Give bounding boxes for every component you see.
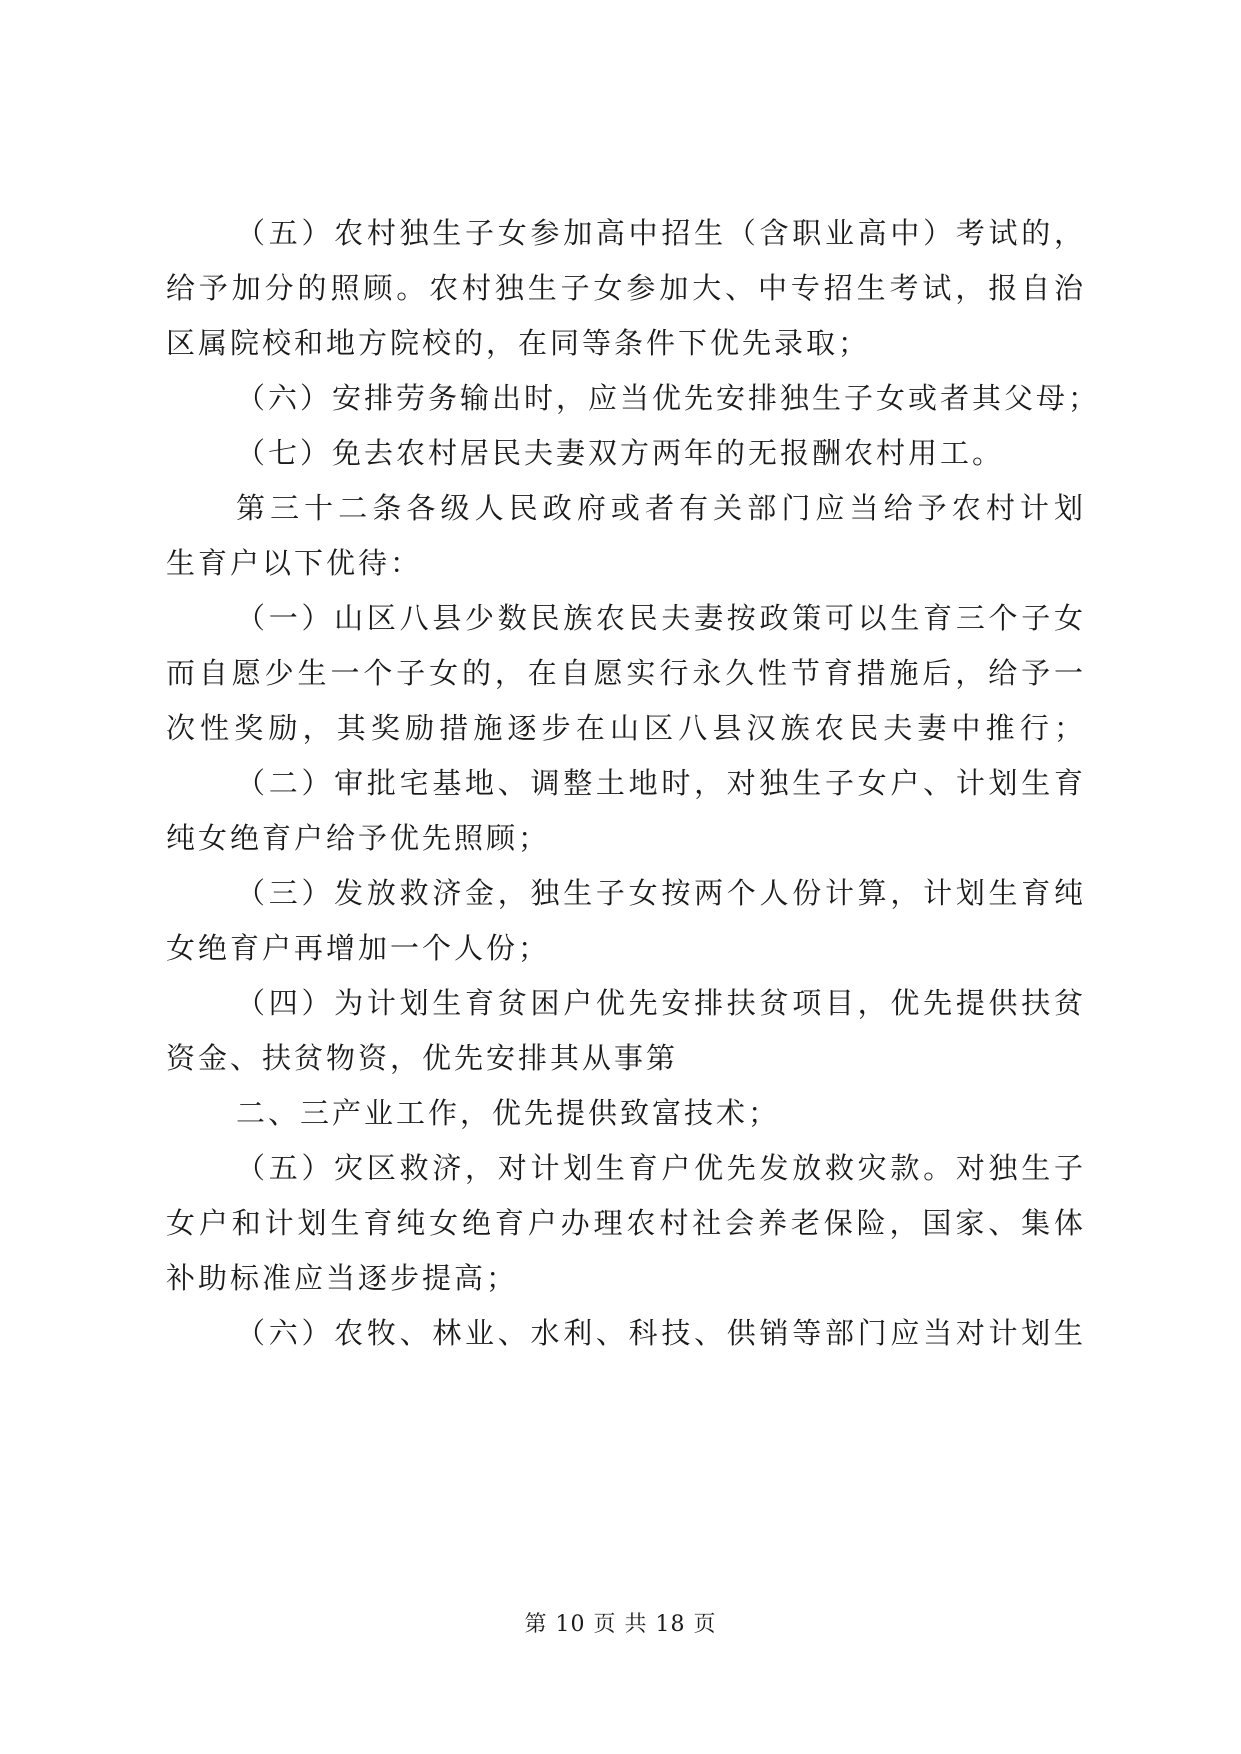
page-number: 第 10 页 共 18 页 [524, 1612, 717, 1637]
paragraph-line: 第三十二条各级人民政府或者有关部门应当给予农村计划 [236, 491, 1086, 525]
paragraph-line: 给予加分的照顾。农村独生子女参加大、中专招生考试，报自治 [166, 271, 1086, 305]
paragraph-line: （五）农村独生子女参加高中招生（含职业高中）考试的， [236, 216, 1086, 250]
paragraph-line: 而自愿少生一个子女的，在自愿实行永久性节育措施后，给予一 [166, 656, 1086, 690]
paragraph-line: 纯女绝育户给予优先照顾； [166, 821, 551, 855]
paragraph-line: （六）安排劳务输出时，应当优先安排独生子女或者其父母； [236, 381, 1101, 415]
paragraph-line: 女户和计划生育纯女绝育户办理农村社会养老保险，国家、集体 [166, 1206, 1086, 1240]
paragraph-line: 区属院校和地方院校的，在同等条件下优先录取； [166, 326, 871, 360]
paragraph-line: 二、三产业工作，优先提供致富技术； [236, 1096, 781, 1130]
paragraph-line: （二）审批宅基地、调整土地时，对独生子女户、计划生育 [236, 766, 1086, 800]
paragraph-line: 补助标准应当逐步提高； [166, 1261, 519, 1295]
paragraph-line: 次性奖励，其奖励措施逐步在山区八县汉族农民夫妻中推行； [166, 711, 1086, 745]
paragraph-line: （五）灾区救济，对计划生育户优先发放救灾款。对独生子 [236, 1151, 1086, 1185]
paragraph-line: （一）山区八县少数民族农民夫妻按政策可以生育三个子女 [236, 601, 1086, 635]
paragraph-line: （三）发放救济金，独生子女按两个人份计算，计划生育纯 [236, 876, 1086, 910]
paragraph-line: 资金、扶贫物资，优先安排其从事第 [166, 1041, 679, 1075]
paragraph-line: 女绝育户再增加一个人份； [166, 931, 551, 965]
paragraph-line: 生育户以下优待： [166, 546, 423, 580]
paragraph-line: （四）为计划生育贫困户优先安排扶贫项目，优先提供扶贫 [236, 986, 1086, 1020]
paragraph-line: （六）农牧、林业、水利、科技、供销等部门应当对计划生 [236, 1316, 1086, 1350]
paragraph-line: （七）免去农村居民夫妻双方两年的无报酬农村用工。 [236, 436, 1005, 470]
